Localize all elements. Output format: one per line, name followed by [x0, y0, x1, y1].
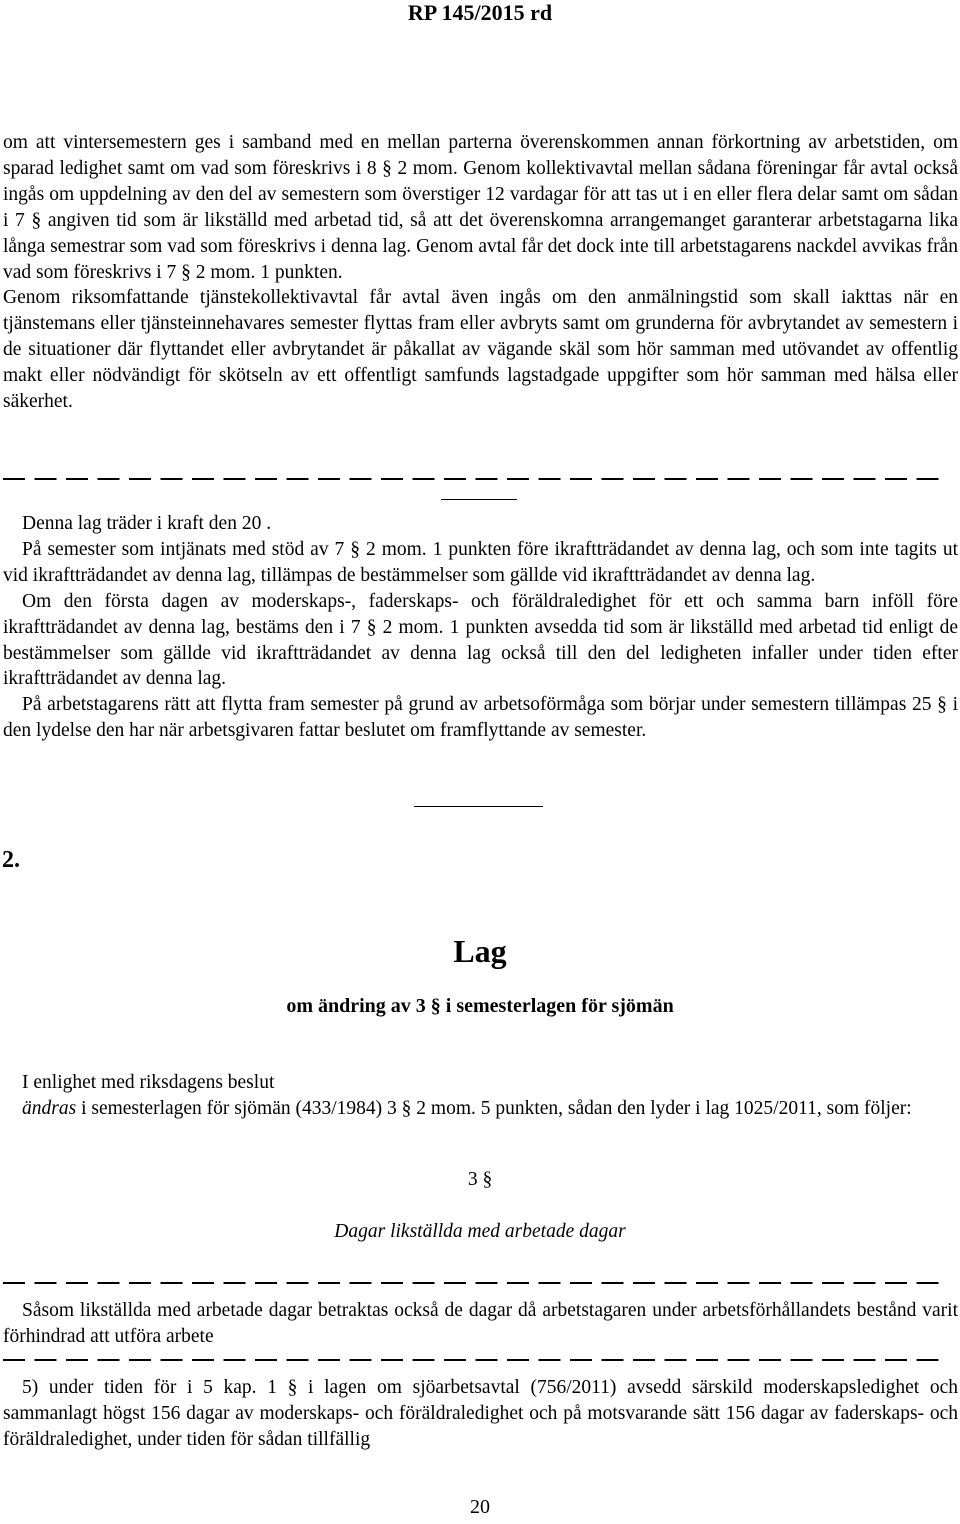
law-title: Lag — [453, 933, 507, 969]
page-number: 20 — [470, 1496, 490, 1518]
entry-into-force: Denna lag träder i kraft den 20 . — [22, 513, 272, 534]
transition-paragraph: På semester som intjänats med stöd av 7 § 2 mom. 1 punkten före ikraftträdandet av denna lag, och som inte tagits ut vid ikraftträdandet av denna lag, tillämpas de bestämmelser som gällde vid ikraftträdandet av denna lag. — [3, 538, 958, 586]
enactment-line: I enlighet med riksdagens beslut — [22, 1072, 275, 1093]
section-label: 3 § — [467, 1169, 493, 1190]
omission-dash-line — [3, 478, 943, 480]
transition-paragraph: På arbetstagarens rätt att flytta fram semester på grund av arbetsoförmåga som börjar under semestern tillämpas 25 § i den lydelse den har när arbetsgivaren fattar beslutet om framflyttande av semester. — [3, 694, 958, 742]
body-text-block — [3, 130, 958, 415]
enactment-block — [3, 1070, 958, 1122]
section-paragraph: Såsom likställda med arbetade dagar betraktas också de dagar då arbetstagaren under arbetsförhållandets bestånd varit förhindrad att utföra arbete — [3, 1300, 958, 1347]
transition-paragraph: Om den första dagen av moderskaps-, faderskaps- och föräldraledighet för ett och samma barn inföll före ikraftträdandet av denna lag, bestäms den i 7 § 2 mom. 1 punkten avsedda tid som är likställd med arbetad tid enligt de bestämmelser som gällde vid ikraftträdandet av denna lag också till den del ledigheten infaller under tiden efter ikraftträdandet av denna lag. — [3, 590, 958, 690]
omission-dash-line — [3, 1359, 943, 1361]
section-paragraph-block — [3, 1298, 958, 1350]
section-item: 5) under tiden för i 5 kap. 1 § i lagen om sjöarbetsavtal (756/2011) avsedd särskild moderskapsledighet och sammanlagt högst 156 dagar av moderskaps- och föräldraledighet och på motsvarande sätt 156 dagar av faderskaps- och föräldraledighet, under tiden för sådan tillfällig — [3, 1377, 958, 1450]
amendment-verb: ändras — [22, 1097, 77, 1119]
body-paragraph: Genom riksomfattande tjänstekollektivavtal får avtal även ingås om den anmälningstid som skall iakttas när en tjänstemans eller tjänsteinnehavares semester flyttas fram eller avbryts samt om grunderna för avbrytandet av semestern i de situationer där flyttandet eller avbrytandet är påkallat av vägande skäl som hör samman med utövandet av offentlig makt eller nödvändigt för skötseln av ett offentligt samfunds lagstadgade uppgifter som hör samman med hälsa eller säkerhet. — [3, 287, 958, 413]
omission-dash-line — [3, 1282, 943, 1284]
amendment-clause — [3, 1096, 958, 1122]
law-number: 2. — [2, 847, 20, 873]
body-paragraph: om att vintersemestern ges i samband med en mellan parterna överenskommen annan förkortning av arbetstiden, om sparad ledighet samt om vad som föreskrivs i 8 § 2 mom. Genom kollektivavtal mellan sådana föreningar får avtal också ingås om uppdelning av den del av semestern som överstiger 12 vardagar för att tas ut i en eller flera delar samt om sådan i 7 § angiven tid som är likställd med arbetad tid, så att det överenskomna arrangemanget garanterar arbetstagarna lika långa semestrar som vad som föreskrivs i denna lag. Genom avtal får det dock inte till arbetstagarens nackdel avvikas från vad som föreskrivs i 7 § 2 mom. 1 punkten. — [3, 132, 958, 283]
section-item-block — [3, 1375, 958, 1453]
amendment-text: i semesterlagen för sjömän (433/1984) 3 § 2 mom. 5 punkten, sådan den lyder i lag 1025/2011, som följer: — [76, 1097, 912, 1119]
section-heading: Dagar likställda med arbetade dagar — [334, 1221, 626, 1242]
transition-block — [3, 511, 958, 744]
separator-rule — [441, 499, 517, 500]
document-header: RP 145/2015 rd — [407, 0, 553, 25]
separator-rule — [414, 806, 543, 807]
law-subtitle: om ändring av 3 § i semesterlagen för sjömän — [286, 995, 674, 1017]
